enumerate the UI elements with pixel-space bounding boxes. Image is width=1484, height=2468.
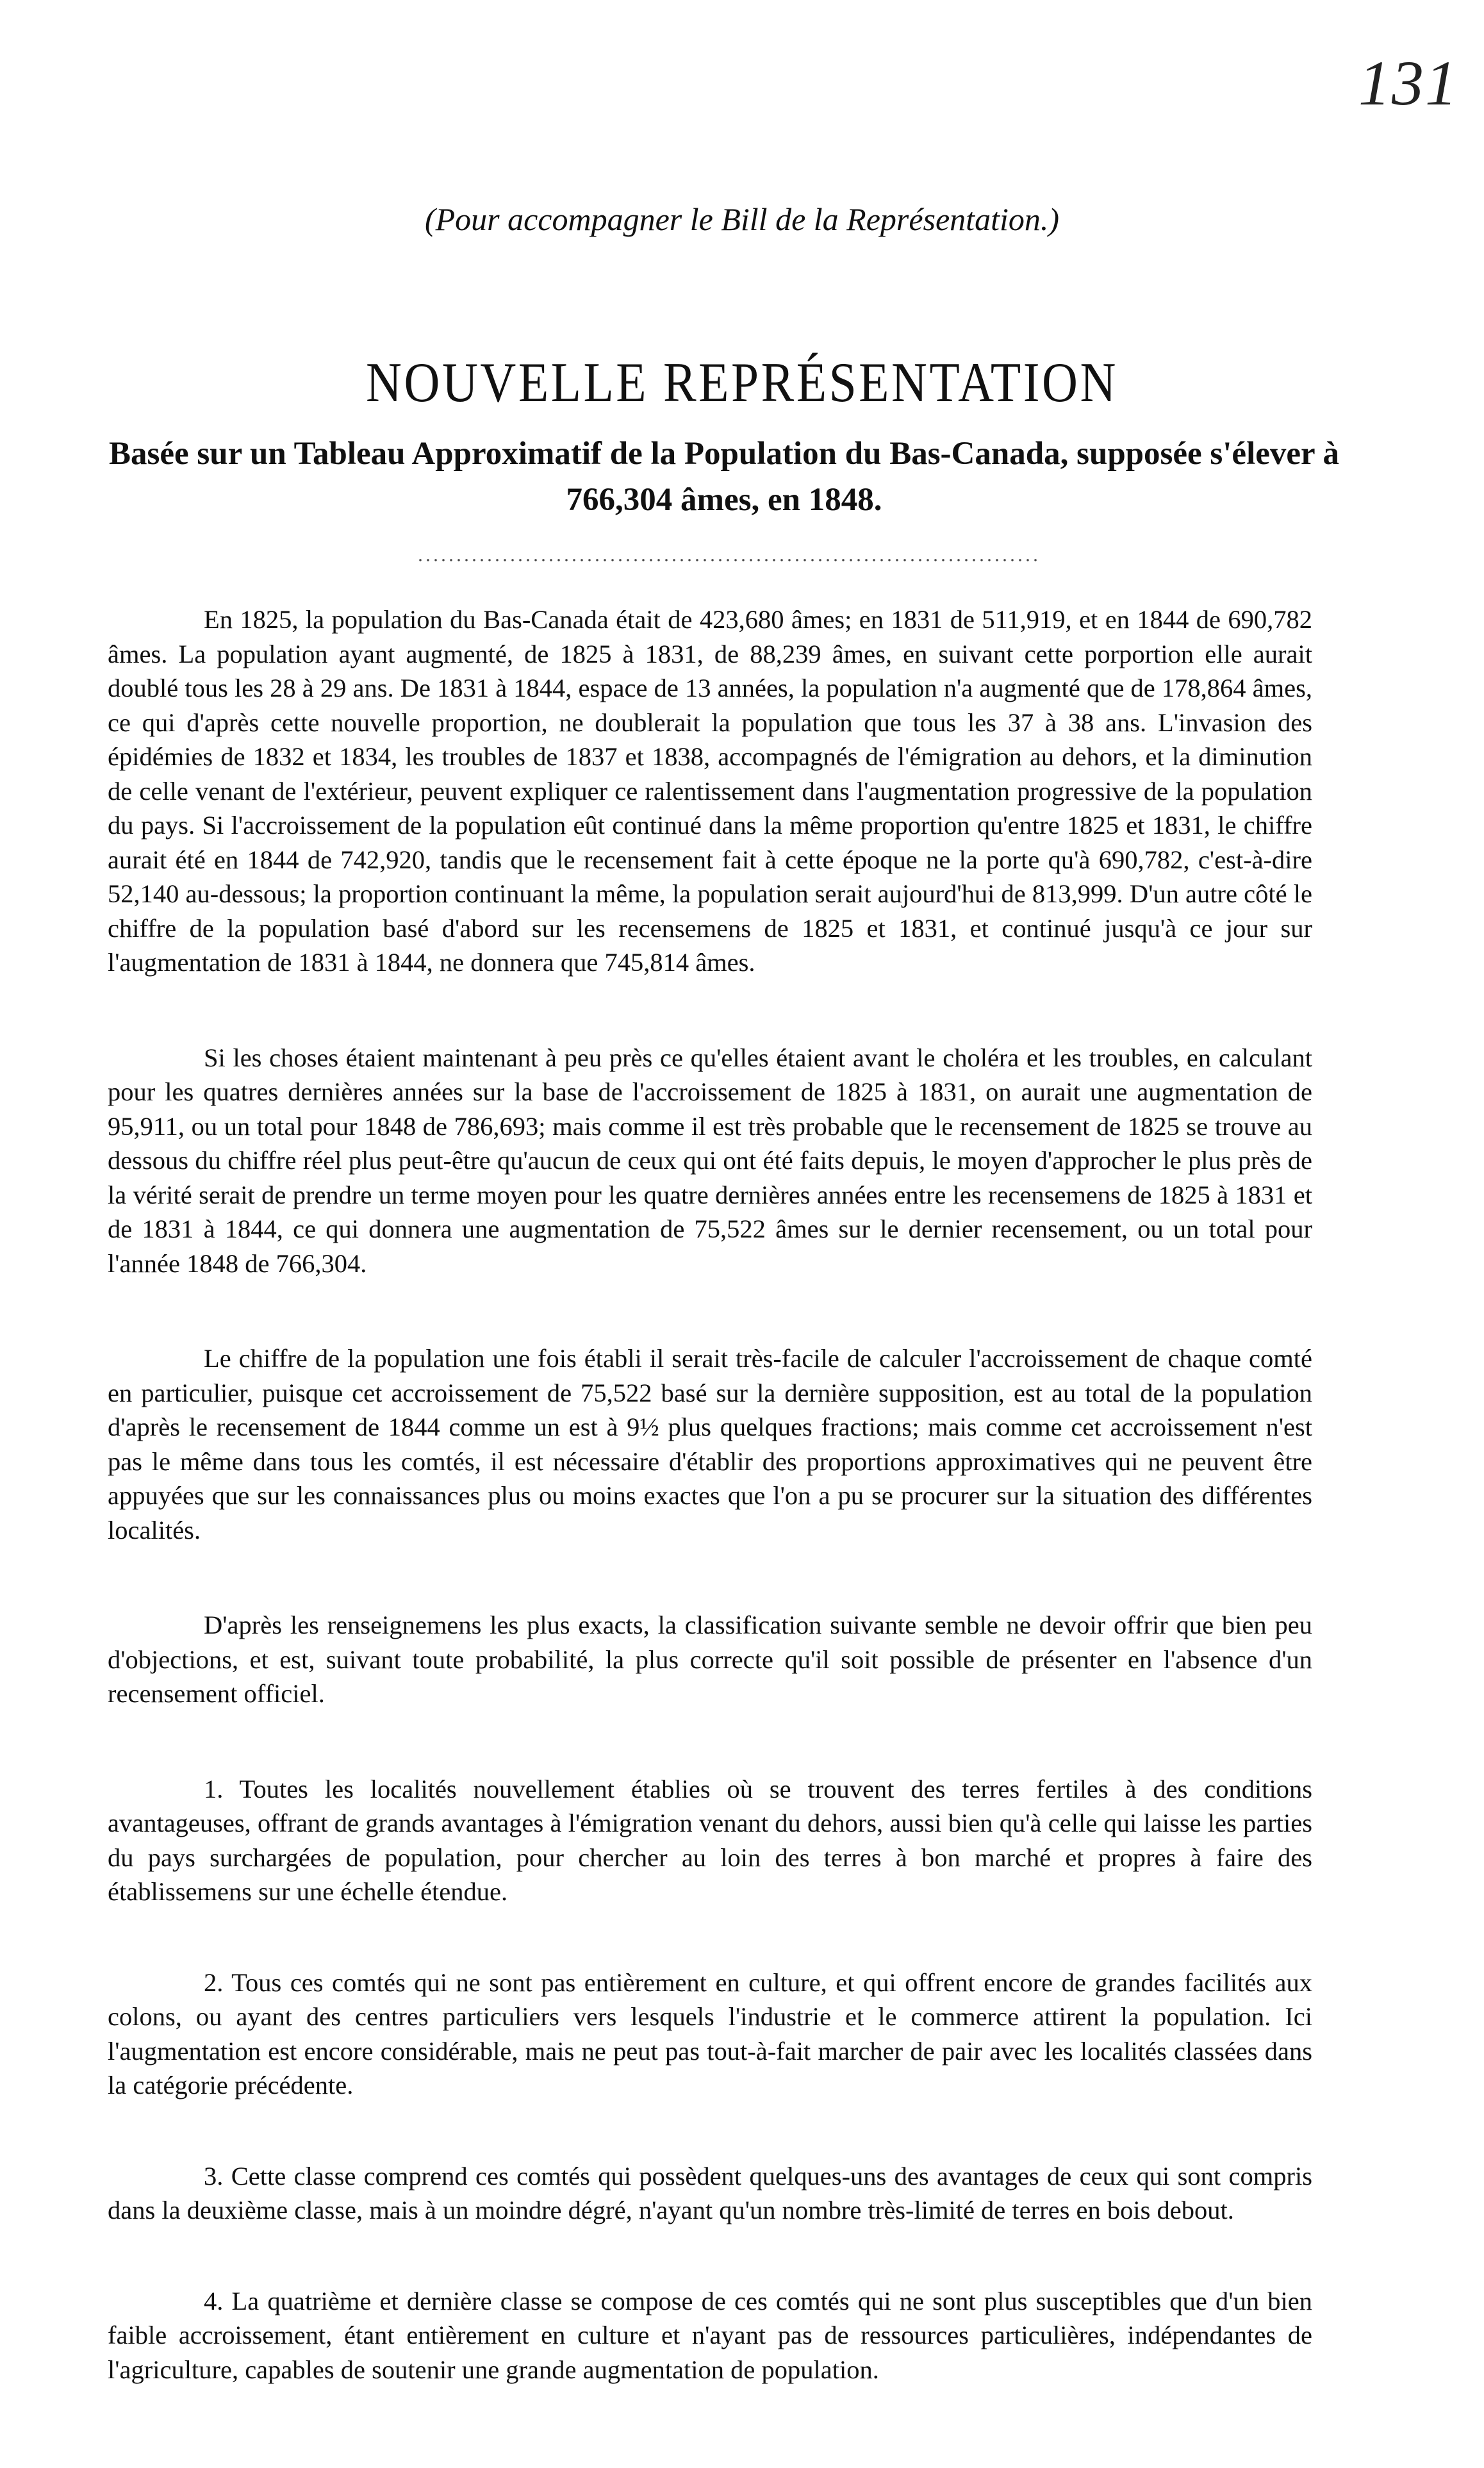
document-subtitle: (Pour accompagner le Bill de la Représentation.) [424,201,1060,237]
class-item-3: 3. Cette classe comprend ces comtés qui possèdent quelques-uns des avantages de ceux qui sont compris dans la deuxième classe, mais à un moindre dégré, n'ayant qu'un nombre très-limité de terres en bois debout. [108,2161,1312,2224]
paragraph-population-history: En 1825, la population du Bas-Canada était de 423,680 âmes; en 1831 de 511,919, et en 1844 de 690,782 âmes. La population ayant augmenté, de 1825 à 1831, de 88,239 âmes, en suivant cette porportion elle aurait doublé tous les 28 à 29 ans. De 1831 à 1844, espace de 13 années, la population n'a augmenté que de 178,864 âmes, ce qui d'après cette nouvelle proportion, ne doublerait la population que tous les 37 à 38 ans. L'invasion des épidémies de 1832 et 1834, les troubles de 1837 et 1838, accompagnés de l'émigration au dehors, et la diminution de celle venant de l'extérieur, peuvent expliquer ce ralentissement dans l'augmentation progressive de la population du pays. Si l'accroissement de la population eût continué dans la même proportion qu'entre 1825 et 1831, le chiffre aurait été en 1844 de 742,920, tandis que le recensement fait à cette époque ne la porte qu'à 690,782, c'est-à-dire 52,140 au-dessous; la proportion continuant la même, la population serait aujourd'hui de 813,999. D'un autre côté le chiffre de la population basé d'abord sur les recensemens de 1825 et 1831, et continué jusqu'à ce jour sur l'augmentation de 1831 à 1844, ne donnera que 745,814 âmes. [108,605,1312,977]
ornamental-rule [416,556,1038,564]
class-item-4: 4. La quatrième et dernière classe se compose de ces comtés qui ne sont plus susceptibles que d'un bien faible accroissement, étant entièrement en culture et n'ayant pas de ressources particulières, indépendantes de l'agriculture, capables de soutenir une grande augmentation de population. [108,2286,1312,2384]
document-body [108,602,1312,2443]
document-lead: Basée sur un Tableau Approximatif de la Population du Bas-Canada, supposée s'élever à 766,304 âmes, en 1848. [109,436,1339,518]
paragraph-county-growth: Le chiffre de la population une fois établi il serait très-facile de calculer l'accroissement de chaque comté en particulier, puisque cet accroissement de 75,522 basé sur la dernière supposition, est au total de la population d'après le recensement de 1844 comme un est à 9½ plus quelques fractions; mais comme cet accroissement n'est pas le même dans tous les comtés, il est nécessaire d'établir des proportions approximatives qui ne peuvent être appuyées que sur les connaissances plus ou moins exactes que l'on a pu se procurer sur la situation des différentes localités. [108,1344,1312,1545]
class-item-1: 1. Toutes les localités nouvellement établies où se trouvent des terres fertiles à des conditions avantageuses, offrant de grands avantages à l'émigration venant du dehors, aussi bien qu'à celle qui laisse les parties du pays surchargées de population, pour chercher au loin des terres à bon marché et propres à faire des établissemens sur une échelle étendue. [108,1774,1312,1906]
document-title: NOUVELLE REPRÉSENTATION [366,352,1118,414]
class-item-2: 2. Tous ces comtés qui ne sont pas entièrement en culture, et qui offrent encore de grandes facilités aux colons, ou ayant des centres particuliers vers lesquels l'industrie et le commerce attirent la population. Ici l'augmentation est encore considérable, mais ne peut pas tout-à-fait marcher de pair avec les localités classées dans la catégorie précédente. [108,1967,1312,2099]
paragraph-estimate: Si les choses étaient maintenant à peu près ce qu'elles étaient avant le choléra et les troubles, en calculant pour les quatres dernières années sur la base de l'accroissement de 1825 à 1831, on aurait une augmentation de 95,911, ou un total pour 1848 de 786,693; mais comme il est très probable que le recensement de 1825 se trouve au dessous du chiffre réel plus peut-être qu'aucun de ceux qui ont été faits depuis, le moyen d'approcher le plus près de la vérité serait de prendre un terme moyen pour les quatre dernières années entre les recensemens de 1825 à 1831 et de 1831 à 1844, ce qui donnera une augmentation de 75,522 âmes sur le dernier recensement, ou un total pour l'année 1848 de 766,304. [108,1043,1312,1278]
folio-number: 131 [1358,47,1458,119]
paragraph-classification-intro: D'après les renseignemens les plus exacts, la classification suivante semble ne devoir offrir que bien peu d'objections, et est, suivant toute probabilité, la plus correcte qu'il soit possible de présenter en l'absence d'un recensement officiel. [108,1611,1312,1708]
